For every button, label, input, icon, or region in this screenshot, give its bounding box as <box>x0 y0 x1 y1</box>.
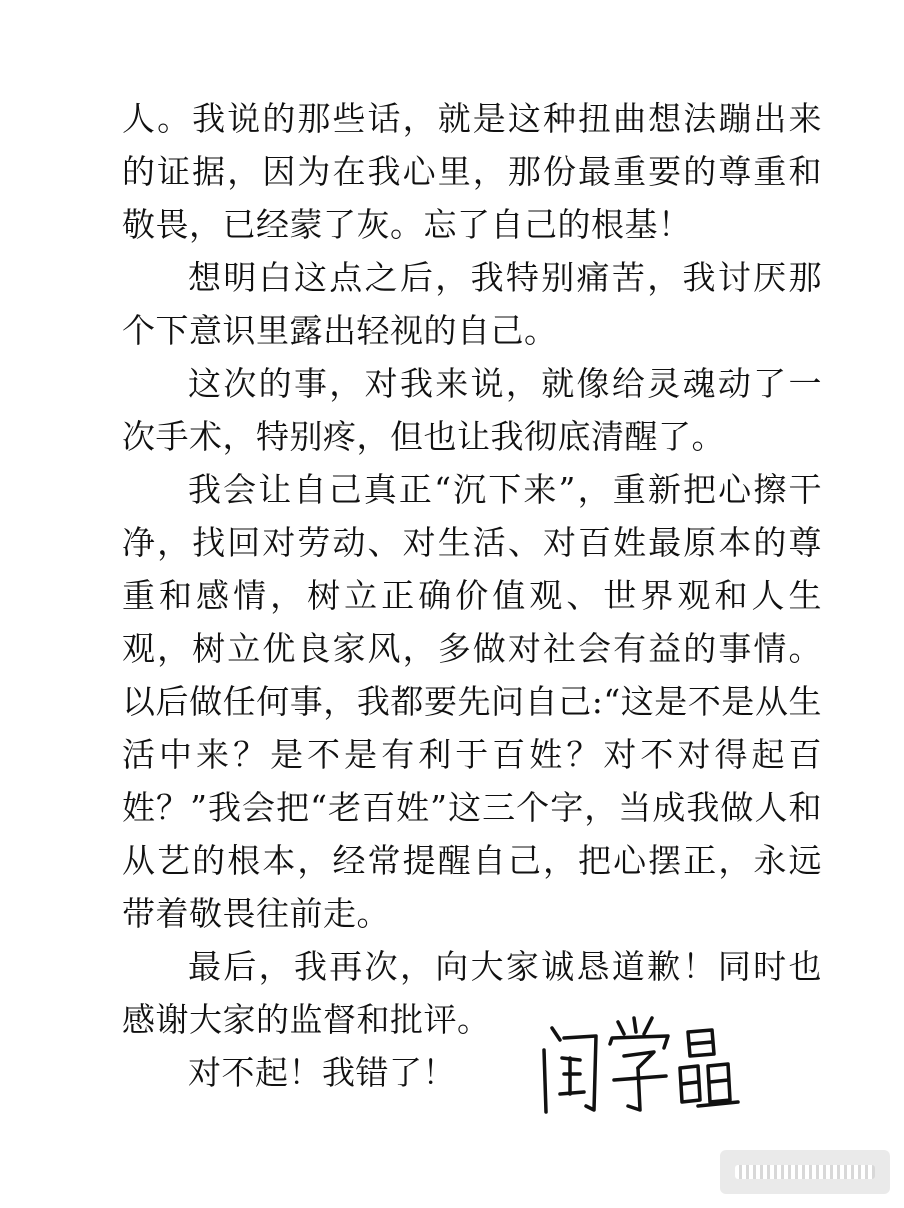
paragraph-6: 对不起！我错了！ <box>188 1053 456 1092</box>
watermark-bar <box>735 1165 875 1179</box>
watermark <box>720 1150 890 1194</box>
paragraph-3: 这次的事，对我来说，就像给灵魂动了一次手术，特别疼，但也让我彻底清醒了。 <box>122 364 822 456</box>
letter-body <box>122 92 822 1099</box>
paragraph-1: 人。我说的那些话，就是这种扭曲想法蹦出来的证据，因为在我心里，那份最重要的尊重和敬畏，已经蒙了灰。忘了自己的根基！ <box>122 99 822 244</box>
signature-drawing <box>530 1010 750 1130</box>
paragraph-2: 想明白这点之后，我特别痛苦，我讨厌那个下意识里露出轻视的自己。 <box>122 258 822 350</box>
handwritten-signature <box>530 1010 750 1130</box>
paragraph-5: 最后，我再次，向大家诚恳道歉！同时也感谢大家的监督和批评。 <box>122 947 822 1039</box>
paragraph-4: 我会让自己真正“沉下来”，重新把心擦干净，找回对劳动、对生活、对百姓最原本的尊重和感情，树立正确价值观、世界观和人生观，树立优良家风，多做对社会有益的事情。以后做任何事，我都要先问自己:“这是不是从生活中来？是不是有利于百姓？对不对得起百姓？”我会把“老百姓”这三个字，当成我做人和从艺的根本，经常提醒自己，把心摆正，永远带着敬畏往前走。 <box>122 470 822 933</box>
